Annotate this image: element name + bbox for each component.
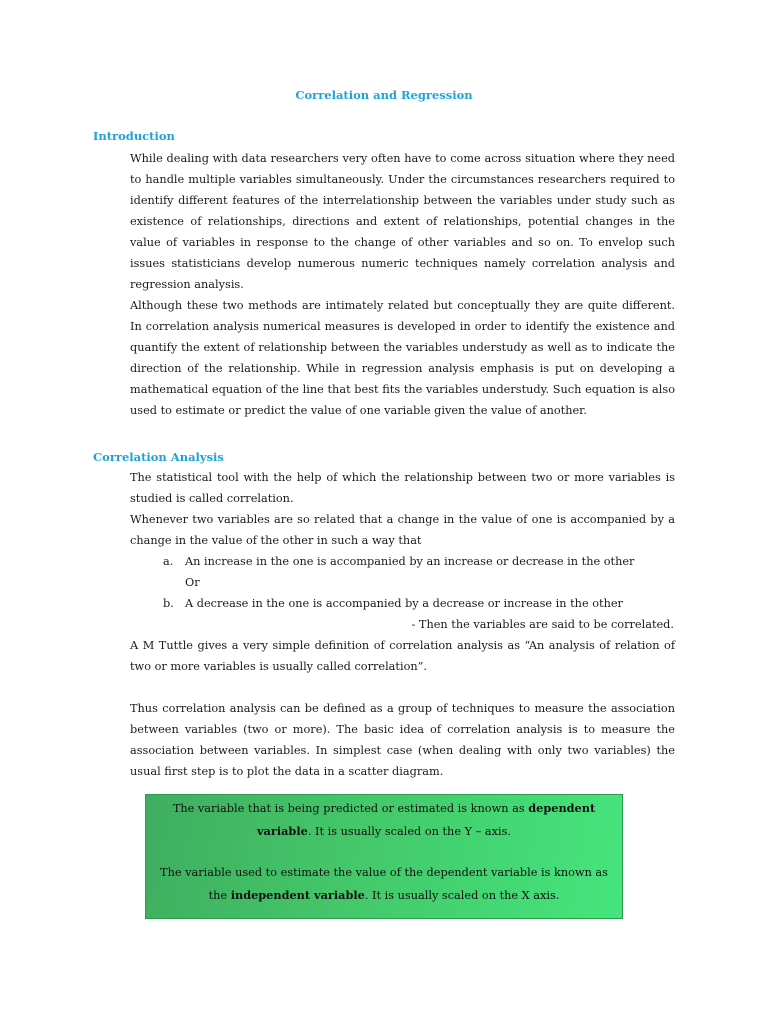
dependent-definition-prefix: The variable that is being predicted or estimated is known as xyxy=(172,802,529,815)
correlation-paragraph-2: Whenever two variables are so related that a change in the value of one is accompanied by a change in the value of the other in such a way that xyxy=(130,513,675,547)
or-separator: Or xyxy=(185,576,200,589)
correlation-conclusion: - Then the variables are said to be correlated. xyxy=(411,618,674,631)
correlation-analysis-heading: Correlation Analysis xyxy=(93,450,224,464)
independent-variable-definition xyxy=(156,862,612,907)
list-marker-a: a. xyxy=(163,555,174,568)
dependent-variable-term: dependent variable xyxy=(256,801,596,838)
definition-callout-box xyxy=(145,794,623,919)
independent-definition-prefix: The variable used to estimate the value of the dependent variable is known as the xyxy=(160,866,608,902)
independent-definition-suffix: . It is usually scaled on the X axis. xyxy=(364,889,560,902)
dependent-variable-definition xyxy=(156,797,612,843)
list-marker-b: b. xyxy=(163,597,174,610)
introduction-paragraph-2-text: Although these two methods are intimately related but conceptually they are quite different. In correlation analysis numerical measures is developed in order to identify the existence and quantify the extent of relationship between the variables understudy as well as to indicate the direction of the relationship. While in regression analysis emphasis is put on developing a mathematical equation of the line that best fits the variables understudy. Such equation is also used to estimate or predict the value of one variable given the value of another. xyxy=(130,299,675,417)
list-item-b-text: A decrease in the one is accompanied by a decrease or increase in the other xyxy=(185,597,623,610)
list-item-a-text: An increase in the one is accompanied by an increase or decrease in the other xyxy=(185,555,635,568)
introduction-paragraph-1-text: While dealing with data researchers very often have to come across situation where they need to handle multiple variables simultaneously. Under the circumstances researchers required to identify different features of the interrelationship between the variables under study such as existence of relationships, directions and extent of relationships, potential changes in the value of variables in response to the change of other variables and so on. To envelop such issues statisticians develop numerous numeric techniques namely correlation analysis and regression analysis. xyxy=(130,152,675,291)
correlation-paragraph-3: A M Tuttle gives a very simple definition of correlation analysis as “An analysis of relation of two or more variables is usually called correlation”. xyxy=(130,639,675,673)
page-title: Correlation and Regression xyxy=(295,88,473,102)
introduction-paragraph-1 xyxy=(130,148,675,295)
introduction-heading: Introduction xyxy=(93,129,175,143)
correlation-paragraph-4: Thus correlation analysis can be defined as a group of techniques to measure the association between variables (two or more). The basic idea of correlation analysis is to measure the association between variables. In simplest case (when dealing with only two variables) the usual first step is to plot the data in a scatter diagram. xyxy=(130,702,675,778)
list-item-b xyxy=(163,593,623,614)
list-item-a xyxy=(163,551,634,572)
correlation-paragraph-1: The statistical tool with the help of which the relationship between two or more variables is studied is called correlation. xyxy=(130,471,675,505)
independent-variable-term: independent variable xyxy=(230,888,365,902)
introduction-paragraph-2 xyxy=(130,295,675,421)
dependent-definition-suffix: . It is usually scaled on the Y – axis. xyxy=(307,825,512,838)
